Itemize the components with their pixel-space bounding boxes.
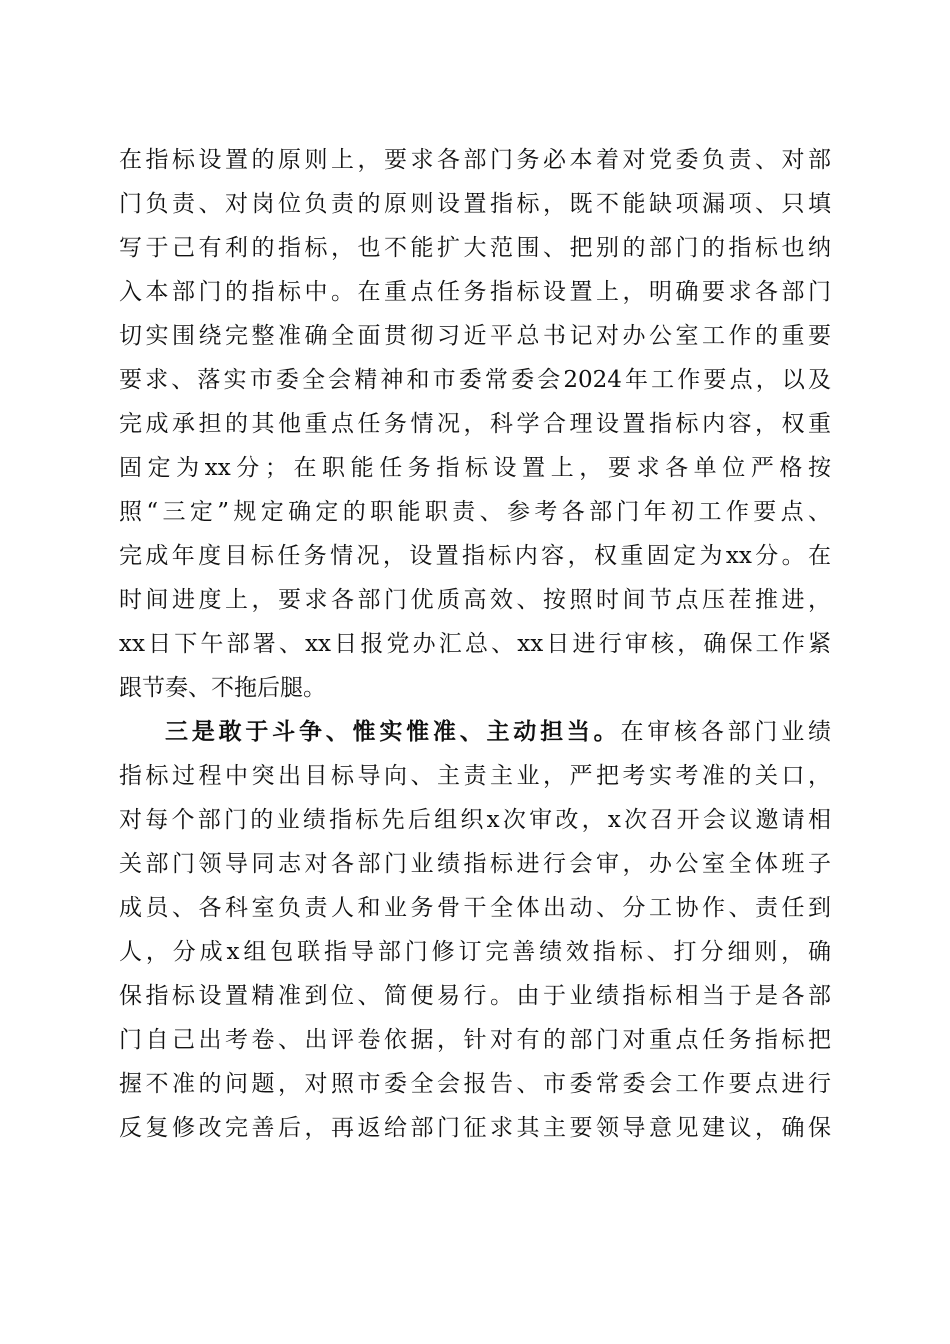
text-line: 门负责、对岗位负责的原则设置指标，既不能缺项漏项、只填 (119, 191, 831, 217)
text-line: 入本部门的指标中。在重点任务指标设置上，明确要求各部门 (119, 279, 831, 305)
text-line: 要求、落实市委全会精神和市委常委会2024年工作要点，以及 (119, 367, 831, 393)
paragraph-1 (119, 138, 831, 710)
heading-line-rest: 在审核各部门业绩 (620, 719, 831, 745)
text-line: 固定为xx分；在职能任务指标设置上，要求各单位严格按 (119, 455, 831, 481)
text-line (119, 710, 831, 754)
text-line: 完成承担的其他重点任务情况，科学合理设置指标内容，权重 (119, 411, 831, 437)
text-line: xx日下午部署、xx日报党办汇总、xx日进行审核，确保工作紧 (119, 631, 831, 657)
text-line: 人，分成x组包联指导部门修订完善绩效指标、打分细则，确 (119, 939, 831, 965)
text-line: 写于己有利的指标，也不能扩大范围、把别的部门的指标也纳 (119, 235, 831, 261)
text-line: 在指标设置的原则上，要求各部门务必本着对党委负责、对部 (119, 147, 831, 173)
text-line: 门自己出考卷、出评卷依据，针对有的部门对重点任务指标把 (119, 1027, 831, 1053)
text-line: 照“三定”规定确定的职能职责、参考各部门年初工作要点、 (119, 499, 831, 525)
text-line: 对每个部门的业绩指标先后组织x次审改，x次召开会议邀请相 (119, 807, 831, 833)
paragraph-heading: 三是敢于斗争、惟实惟准、主动担当。 (165, 718, 621, 745)
text-line: 保指标设置精准到位、简便易行。由于业绩指标相当于是各部 (119, 983, 831, 1009)
body-text (119, 138, 831, 1150)
text-line: 成员、各科室负责人和业务骨干全体出动、分工协作、责任到 (119, 895, 831, 921)
text-line: 切实围绕完整准确全面贯彻习近平总书记对办公室工作的重要 (119, 323, 831, 349)
text-line: 反复修改完善后，再返给部门征求其主要领导意见建议，确保 (119, 1115, 831, 1141)
text-line: 完成年度目标任务情况，设置指标内容，权重固定为xx分。在 (119, 543, 831, 569)
text-line: 跟节奏、不拖后腿。 (119, 675, 326, 701)
paragraph-2 (119, 710, 831, 1150)
text-line: 关部门领导同志对各部门业绩指标进行会审，办公室全体班子 (119, 851, 831, 877)
text-line: 握不准的问题，对照市委全会报告、市委常委会工作要点进行 (119, 1071, 831, 1097)
text-line: 时间进度上，要求各部门优质高效、按照时间节点压茬推进， (119, 587, 831, 613)
text-line: 指标过程中突出目标导向、主责主业，严把考实考准的关口， (119, 763, 831, 789)
